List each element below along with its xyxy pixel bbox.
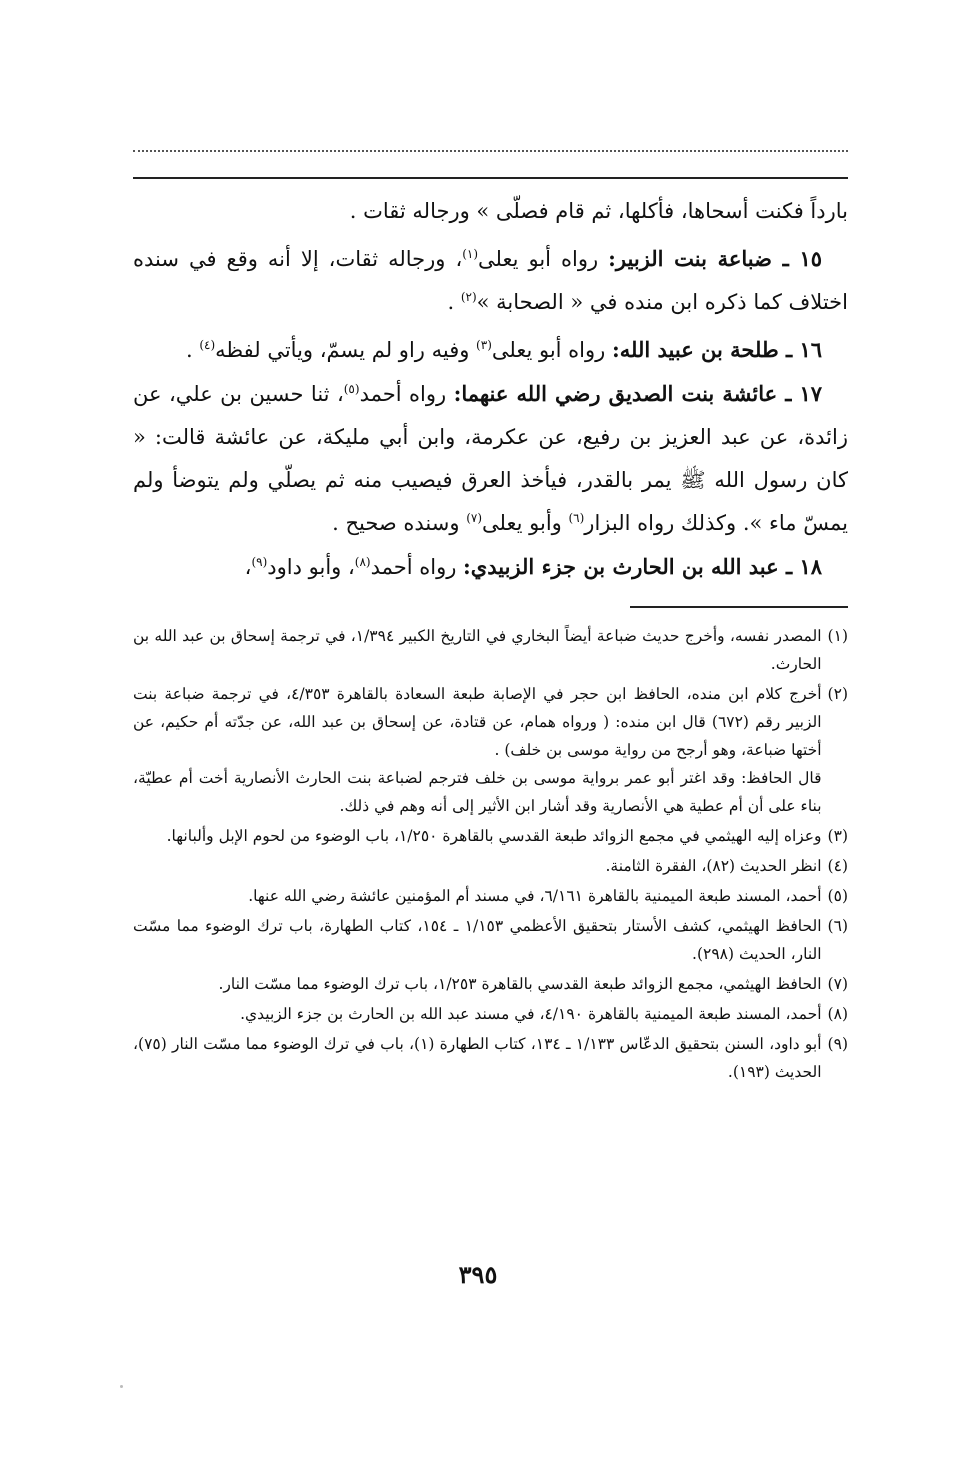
footnote-number: (٤) (827, 857, 848, 875)
footnote-text: انظر الحديث (٨٢)، الفقرة الثامنة. (605, 857, 822, 875)
entry-16-text: . (185, 338, 200, 362)
entry-17 (133, 372, 848, 545)
entry-15-text: رواه أبو يعلى (478, 247, 609, 271)
footnote-ref-8[interactable]: (٨) (354, 555, 371, 569)
footnote-text: أخرج كلام ابن منده، الحافظ ابن حجر في الإصابة طبعة السعادة بالقاهرة ٤/٣٥٣، في ترجمة ضباعة بنت الزبير رقم (٦٧٢) قال ابن منده: ( ورواه همام، عن قتادة، عن إسحاق بن عبد الله، عن جدّته أم حكيم، عن أختها ضباعة، وهو أرجح من رواية موسى بن خلف) . (133, 685, 822, 759)
continuation-line: بارداً فكنت أسحاها، فأكلها، ثم قام فصلّى » ورجاله ثقات . (349, 199, 848, 223)
footnote-text: المصدر نفسه، وأخرج حديث ضباعة أيضاً البخاري في التاريخ الكبير ١/٣٩٤، في ترجمة إسحاق بن عبد الله بن الحارث. (133, 627, 822, 673)
entry-17-text: رواه أحمد (359, 382, 454, 406)
page-number: ٣٩٥ (458, 1260, 498, 1289)
footnote (133, 1030, 848, 1086)
footnote-number: (٩) (827, 1035, 848, 1053)
entry-15-text: . (447, 290, 461, 314)
entry-16-heading: ١٦ ـ طلحة بن عبيد الله: (611, 337, 822, 362)
footnote-text: وعزاه إليه الهيثمي في مجمع الزوائد طبعة القدسي بالقاهرة ١/٢٥٠، باب الوضوء من لحوم الإبل وألبانها. (166, 827, 822, 845)
entry-16 (133, 328, 848, 372)
scan-speck (120, 1385, 123, 1388)
entry-17-text: ، ثنا حسين بن علي، عن زائدة، عن عبد العزيز بن رفيع، عن عكرمة، وابن أبي مليكة، عن عائشة قالت: « كان رسول الله ﷺ يمر بالقدر، فيأخذ العرق فيصيب منه ثم يصلّي ولم يتوضأ ولم يمسّ ماء ». وكذلك رواه البزار (133, 382, 848, 535)
footnote-ref-9[interactable]: (٩) (251, 555, 268, 569)
entry-17-heading: ١٧ ـ عائشة بنت الصديق رضي الله عنهما: (453, 381, 822, 406)
footnotes (133, 622, 848, 1088)
header-dotted-rule (133, 150, 848, 152)
footnote (133, 912, 848, 968)
footnote-ref-7[interactable]: (٧) (466, 511, 483, 525)
entry-18-text: ، وأبو داود (267, 555, 355, 579)
footnote-ref-2[interactable]: (٢) (460, 290, 477, 304)
footnote-number: (٧) (827, 975, 848, 993)
footnote (133, 822, 848, 850)
footnote-ref-1[interactable]: (١) (462, 247, 479, 261)
footnote-text: قال الحافظ: وقد اغتر أبو عمر برواية موسى بن خلف فترجم لضباعة بنت الحارث الأنصارية أخت أم عطيّة، بناء على أن أم عطية هي الأنصارية وقد أشار ابن الأثير إلى أنه وهم في ذلك. (133, 769, 822, 815)
footnote-ref-5[interactable]: (٥) (343, 382, 360, 396)
footnote-ref-3[interactable]: (٣) (476, 338, 492, 352)
footnote-text: الحافظ الهيثمي، كشف الأستار بتحقيق الأعظمي ١/١٥٣ ـ ١٥٤، كتاب الطهارة، باب ترك الوضوء مما مسّت النار، الحديث (٢٩٨). (133, 917, 822, 963)
entry-18-heading: ١٨ ـ عبد الله بن الحارث بن جزء الزبيدي: (463, 554, 822, 579)
entry-17-text: وسنده صحيح . (332, 511, 467, 535)
header-rule (133, 177, 848, 179)
main-text (133, 190, 848, 589)
entry-16-text: وفيه راو لم يسمّ، ويأتي لفظه (215, 338, 477, 362)
footnote-number: (٨) (827, 1005, 848, 1023)
footnote-number: (٢) (827, 685, 848, 703)
footnote (133, 622, 848, 678)
footnote-number: (١) (827, 627, 848, 645)
entry-18 (133, 545, 848, 589)
entry-15-text: ، ورجاله ثقات، إلا أنه وقع في سنده اختلاف كما ذكره ابن منده في « الصحابة » (133, 247, 848, 314)
footnote-number: (٣) (827, 827, 848, 845)
entry-16-text: رواه أبو يعلى (491, 338, 612, 362)
entry-15-heading: ١٥ ـ ضباعة بنت الزبير: (608, 246, 822, 271)
footnote-separator (630, 606, 848, 608)
footnote-text: أحمد، المسند طبعة الميمنية بالقاهرة ٤/١٩٠، في مسند عبد الله بن الحارث بن جزء الزبيدي. (240, 1005, 822, 1023)
footnote-text: أحمد، المسند طبعة الميمنية بالقاهرة ٦/١٦١، في مسند أم المؤمنين عائشة رضي الله عنها. (248, 887, 822, 905)
footnote (133, 680, 848, 820)
footnote-number: (٥) (827, 887, 848, 905)
footnote (133, 1000, 848, 1028)
footnote-number: (٦) (827, 917, 848, 935)
footnote-text: أبو داود، السنن بتحقيق الدعّاس ١/١٣٣ ـ ١٣٤، كتاب الطهارة (١)، باب في ترك الوضوء مما مسّت النار (٧٥)، الحديث (١٩٣). (133, 1035, 822, 1081)
footnote (133, 882, 848, 910)
entry-18-text: ، (244, 555, 252, 579)
footnote-text: الحافظ الهيثمي، مجمع الزوائد طبعة القدسي بالقاهرة ١/٢٥٣، باب ترك الوضوء مما مسّت النار. (218, 975, 822, 993)
footnote (133, 852, 848, 880)
entry-15 (133, 237, 848, 324)
footnote (133, 970, 848, 998)
footnote-ref-4[interactable]: (٤) (199, 338, 216, 352)
entry-17-text: وأبو يعلى (482, 511, 569, 535)
entry-18-text: رواه أحمد (370, 555, 464, 579)
footnote-ref-6[interactable]: (٦) (568, 511, 585, 525)
